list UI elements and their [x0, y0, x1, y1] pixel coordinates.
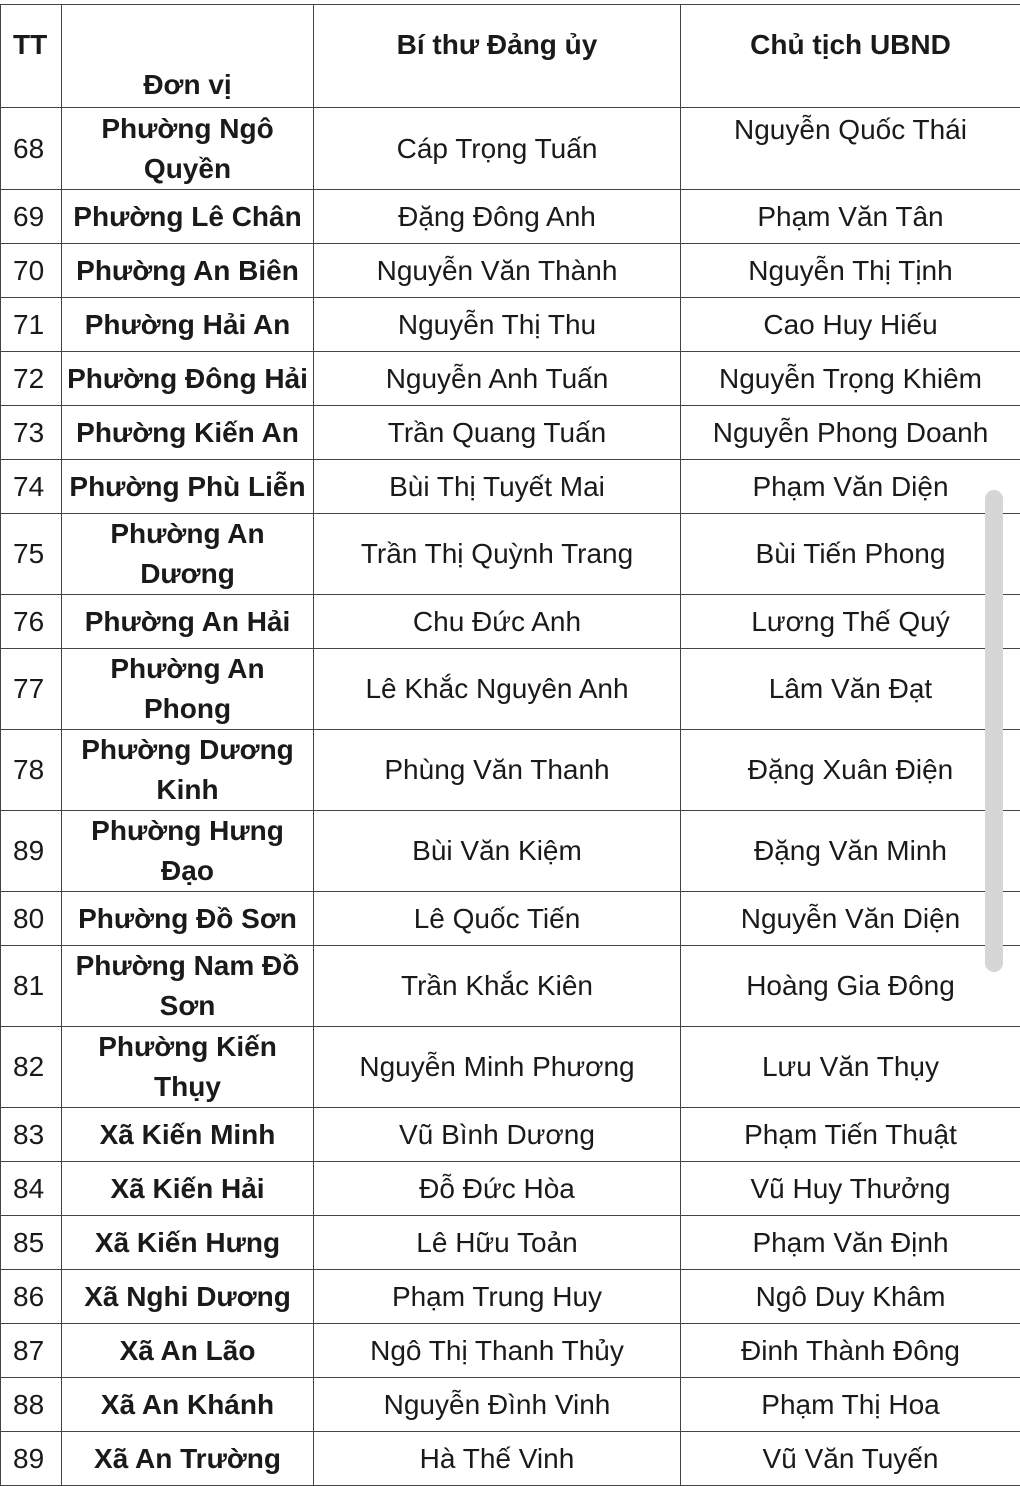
row-secretary: Ngô Thị Thanh Thủy: [314, 1324, 681, 1378]
row-number: 81: [1, 946, 62, 1027]
row-number: 83: [1, 1108, 62, 1162]
row-unit: Phường An Biên: [62, 244, 314, 298]
row-unit: Phường An Dương: [62, 514, 314, 595]
table-row: [1, 946, 1020, 1027]
table-row: [1, 1162, 1020, 1216]
row-secretary: Trần Thị Quỳnh Trang: [314, 514, 681, 595]
row-unit: Xã Nghi Dương: [62, 1270, 314, 1324]
row-secretary: Lê Hữu Toản: [314, 1216, 681, 1270]
header-secretary: Bí thư Đảng ủy: [314, 5, 681, 108]
table-header-row: [1, 5, 1020, 108]
row-secretary: Trần Khắc Kiên: [314, 946, 681, 1027]
row-chairman: Bùi Tiến Phong: [681, 514, 1020, 595]
row-number: 89: [1, 811, 62, 892]
table-row: [1, 1270, 1020, 1324]
row-chairman: Lâm Văn Đạt: [681, 649, 1020, 730]
row-unit: Phường An Hải: [62, 595, 314, 649]
table-row: [1, 649, 1020, 730]
row-chairman: Lương Thế Quý: [681, 595, 1020, 649]
row-number: 71: [1, 298, 62, 352]
row-secretary: Lê Khắc Nguyên Anh: [314, 649, 681, 730]
row-secretary: Phạm Trung Huy: [314, 1270, 681, 1324]
row-unit: Phường Kiến An: [62, 406, 314, 460]
row-number: 89: [1, 1432, 62, 1486]
table-row: [1, 1378, 1020, 1432]
row-unit: Phường Hưng Đạo: [62, 811, 314, 892]
row-chairman: Nguyễn Văn Diện: [681, 892, 1020, 946]
row-unit: Phường Lê Chân: [62, 190, 314, 244]
row-number: 87: [1, 1324, 62, 1378]
row-secretary: Nguyễn Đình Vinh: [314, 1378, 681, 1432]
row-number: 84: [1, 1162, 62, 1216]
row-secretary: Đỗ Đức Hòa: [314, 1162, 681, 1216]
row-number: 73: [1, 406, 62, 460]
row-chairman: Nguyễn Trọng Khiêm: [681, 352, 1020, 406]
row-secretary: Nguyễn Anh Tuấn: [314, 352, 681, 406]
row-secretary: Nguyễn Minh Phương: [314, 1027, 681, 1108]
row-chairman: Cao Huy Hiếu: [681, 298, 1020, 352]
table-row: [1, 406, 1020, 460]
row-number: 74: [1, 460, 62, 514]
row-unit: Xã An Khánh: [62, 1378, 314, 1432]
table-row: [1, 1108, 1020, 1162]
table-row: [1, 892, 1020, 946]
row-chairman: Đặng Văn Minh: [681, 811, 1020, 892]
header-chairman: Chủ tịch UBND: [681, 5, 1020, 108]
row-chairman: Đinh Thành Đông: [681, 1324, 1020, 1378]
row-number: 76: [1, 595, 62, 649]
table-row: [1, 1432, 1020, 1486]
row-unit: Phường Đồ Sơn: [62, 892, 314, 946]
table-row: [1, 811, 1020, 892]
row-chairman: Vũ Huy Thưởng: [681, 1162, 1020, 1216]
row-chairman: Vũ Văn Tuyến: [681, 1432, 1020, 1486]
header-unit: Đơn vị: [62, 5, 314, 108]
row-number: 77: [1, 649, 62, 730]
row-chairman: Nguyễn Thị Tịnh: [681, 244, 1020, 298]
table-row: [1, 1216, 1020, 1270]
row-number: 70: [1, 244, 62, 298]
row-unit: Phường Dương Kinh: [62, 730, 314, 811]
row-unit: Xã Kiến Hải: [62, 1162, 314, 1216]
table-row: [1, 460, 1020, 514]
row-number: 88: [1, 1378, 62, 1432]
row-secretary: Bùi Văn Kiệm: [314, 811, 681, 892]
table-row: [1, 1324, 1020, 1378]
table-row: [1, 108, 1020, 190]
row-unit: Phường An Phong: [62, 649, 314, 730]
row-chairman: Phạm Văn Định: [681, 1216, 1020, 1270]
row-unit: Phường Kiến Thụy: [62, 1027, 314, 1108]
row-number: 86: [1, 1270, 62, 1324]
row-unit: Phường Hải An: [62, 298, 314, 352]
row-secretary: Cáp Trọng Tuấn: [314, 108, 681, 190]
row-number: 82: [1, 1027, 62, 1108]
row-number: 72: [1, 352, 62, 406]
row-secretary: Lê Quốc Tiến: [314, 892, 681, 946]
row-chairman: Đặng Xuân Điện: [681, 730, 1020, 811]
row-secretary: Chu Đức Anh: [314, 595, 681, 649]
row-unit: Xã Kiến Hưng: [62, 1216, 314, 1270]
officials-table: [0, 4, 1020, 1486]
row-number: 80: [1, 892, 62, 946]
scrollbar-thumb[interactable]: [985, 490, 1003, 972]
table-row: [1, 298, 1020, 352]
table-row: [1, 514, 1020, 595]
row-unit: Phường Ngô Quyền: [62, 108, 314, 190]
table-row: [1, 730, 1020, 811]
row-secretary: Trần Quang Tuấn: [314, 406, 681, 460]
row-number: 85: [1, 1216, 62, 1270]
row-secretary: Vũ Bình Dương: [314, 1108, 681, 1162]
table-row: [1, 244, 1020, 298]
row-chairman: Nguyễn Phong Doanh: [681, 406, 1020, 460]
row-number: 75: [1, 514, 62, 595]
row-number: 69: [1, 190, 62, 244]
row-chairman: Phạm Văn Tân: [681, 190, 1020, 244]
row-unit: Xã An Trường: [62, 1432, 314, 1486]
row-chairman: Phạm Thị Hoa: [681, 1378, 1020, 1432]
row-secretary: Phùng Văn Thanh: [314, 730, 681, 811]
table-row: [1, 352, 1020, 406]
row-unit: Xã An Lão: [62, 1324, 314, 1378]
row-number: 78: [1, 730, 62, 811]
row-unit: Phường Nam Đồ Sơn: [62, 946, 314, 1027]
row-secretary: Bùi Thị Tuyết Mai: [314, 460, 681, 514]
row-secretary: Nguyễn Thị Thu: [314, 298, 681, 352]
row-chairman: Hoàng Gia Đông: [681, 946, 1020, 1027]
row-unit: Phường Đông Hải: [62, 352, 314, 406]
row-chairman: Phạm Văn Diện: [681, 460, 1020, 514]
row-secretary: Đặng Đông Anh: [314, 190, 681, 244]
row-secretary: Nguyễn Văn Thành: [314, 244, 681, 298]
header-tt: TT: [1, 5, 62, 108]
row-unit: Phường Phù Liễn: [62, 460, 314, 514]
table-row: [1, 1027, 1020, 1108]
row-secretary: Hà Thế Vinh: [314, 1432, 681, 1486]
row-chairman: Lưu Văn Thụy: [681, 1027, 1020, 1108]
row-unit: Xã Kiến Minh: [62, 1108, 314, 1162]
table-row: [1, 190, 1020, 244]
table-row: [1, 595, 1020, 649]
row-chairman: Phạm Tiến Thuật: [681, 1108, 1020, 1162]
row-chairman: Nguyễn Quốc Thái: [681, 108, 1020, 190]
row-chairman: Ngô Duy Khâm: [681, 1270, 1020, 1324]
row-number: 68: [1, 108, 62, 190]
